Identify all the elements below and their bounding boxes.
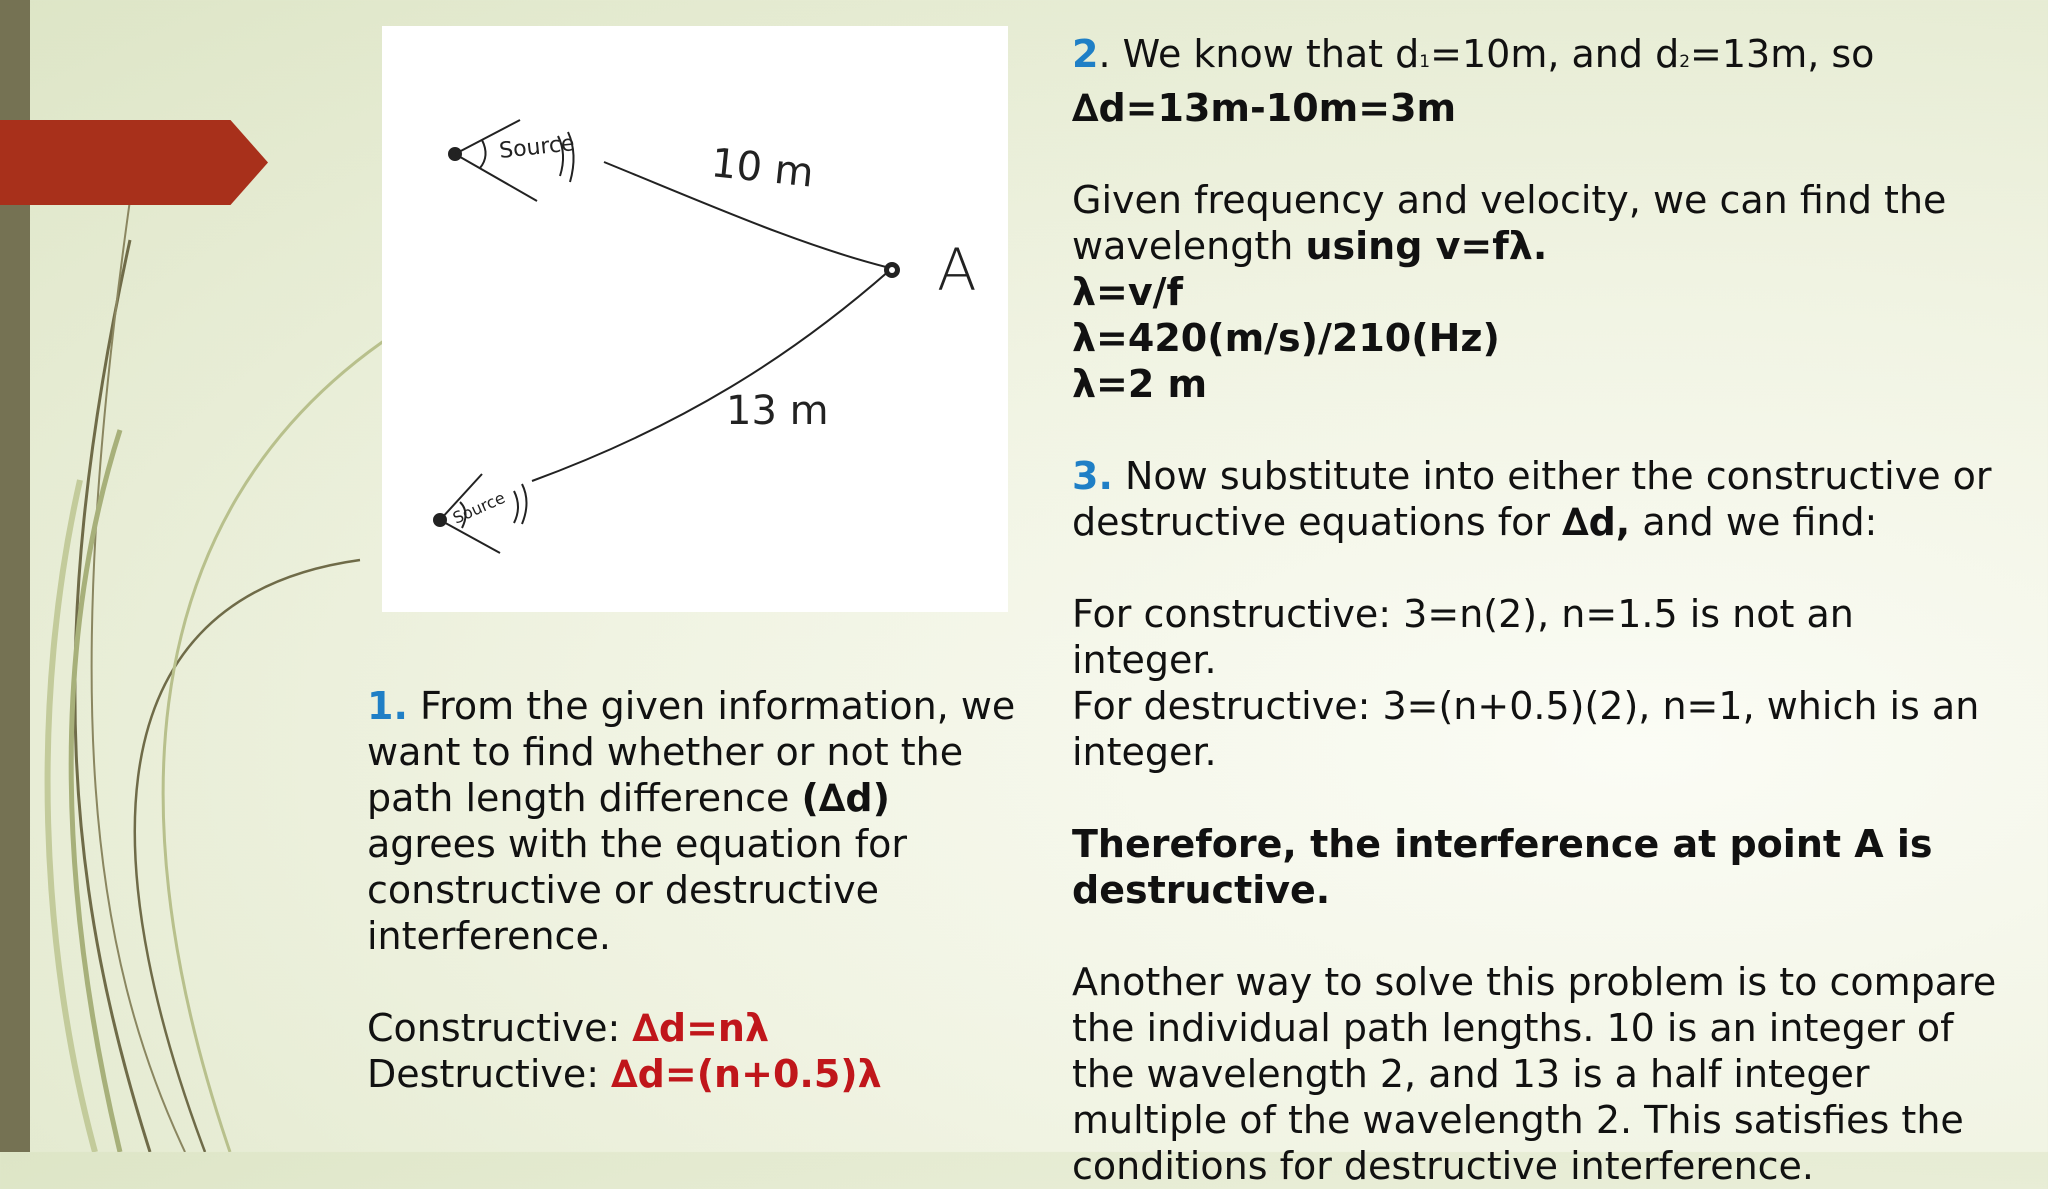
destructive-check: For destructive: 3=(n+0.5)(2), n=1, which is an integer. [1072,684,1980,774]
step2-result: ∆d=13m-10m=3m [1072,86,1457,130]
equation-lambda-result: λ=2 m [1072,362,1208,406]
bottom-source-cone-lower [440,520,500,553]
step1-paragraph [367,683,1022,959]
distance-13m-label: 13 m [726,388,829,434]
point-a-label: A [937,236,977,304]
conclusion: Therefore, the interference at point A is destructive. [1072,822,1933,912]
step3-number: 3. [1072,454,1113,498]
constructive-check: For constructive: 3=n(2), n=1.5 is not an integer. [1072,592,1854,682]
frequency-paragraph: Given frequency and velocity, we can find the wavelength using v=fλ. [1072,178,1947,268]
alternative-method: Another way to solve this problem is to compare the individual path lengths. 10 is an integer of the wavelength 2, and 13 is a half integer multiple of the wavelength 2. This satisfies the conditions for destructive interference. [1072,960,1997,1188]
step1-text-b: agrees with the equation for constructive or destructive interference. [367,822,907,958]
constructive-line [367,1005,1022,1051]
step3-paragraph: 3. Now substitute into either the constructive or destructive equations for ∆d, and we find: [1072,454,1992,544]
right-text-column [1072,31,2002,1189]
wave-sources-diagram [382,26,1008,612]
destructive-equation: ∆d=(n+0.5)λ [611,1052,882,1096]
equation-lambda-values: λ=420(m/s)/210(Hz) [1072,316,1500,360]
step2-number: 2 [1072,32,1099,76]
top-source-label: Source [498,131,576,164]
distance-10m-label: 10 m [708,140,816,197]
step1-bold: (∆d) [801,776,890,820]
bottom-source-label: Source [449,487,508,528]
step2-line: 2. We know that d1=10m, and d2=13m, so [1072,32,1875,76]
path-13m [532,270,890,481]
left-text-column [367,683,1022,1097]
constructive-label: Constructive: [367,1006,621,1050]
step1-number: 1. [367,684,408,728]
red-arrow-marker [0,120,268,205]
step1-text-a: From the given information, we want to find whether or not the path length difference [367,684,1016,820]
constructive-equation: ∆d=nλ [632,1006,770,1050]
destructive-label: Destructive: [367,1052,600,1096]
destructive-line [367,1051,1022,1097]
equation-lambda-vf: λ=v/f [1072,270,1184,314]
